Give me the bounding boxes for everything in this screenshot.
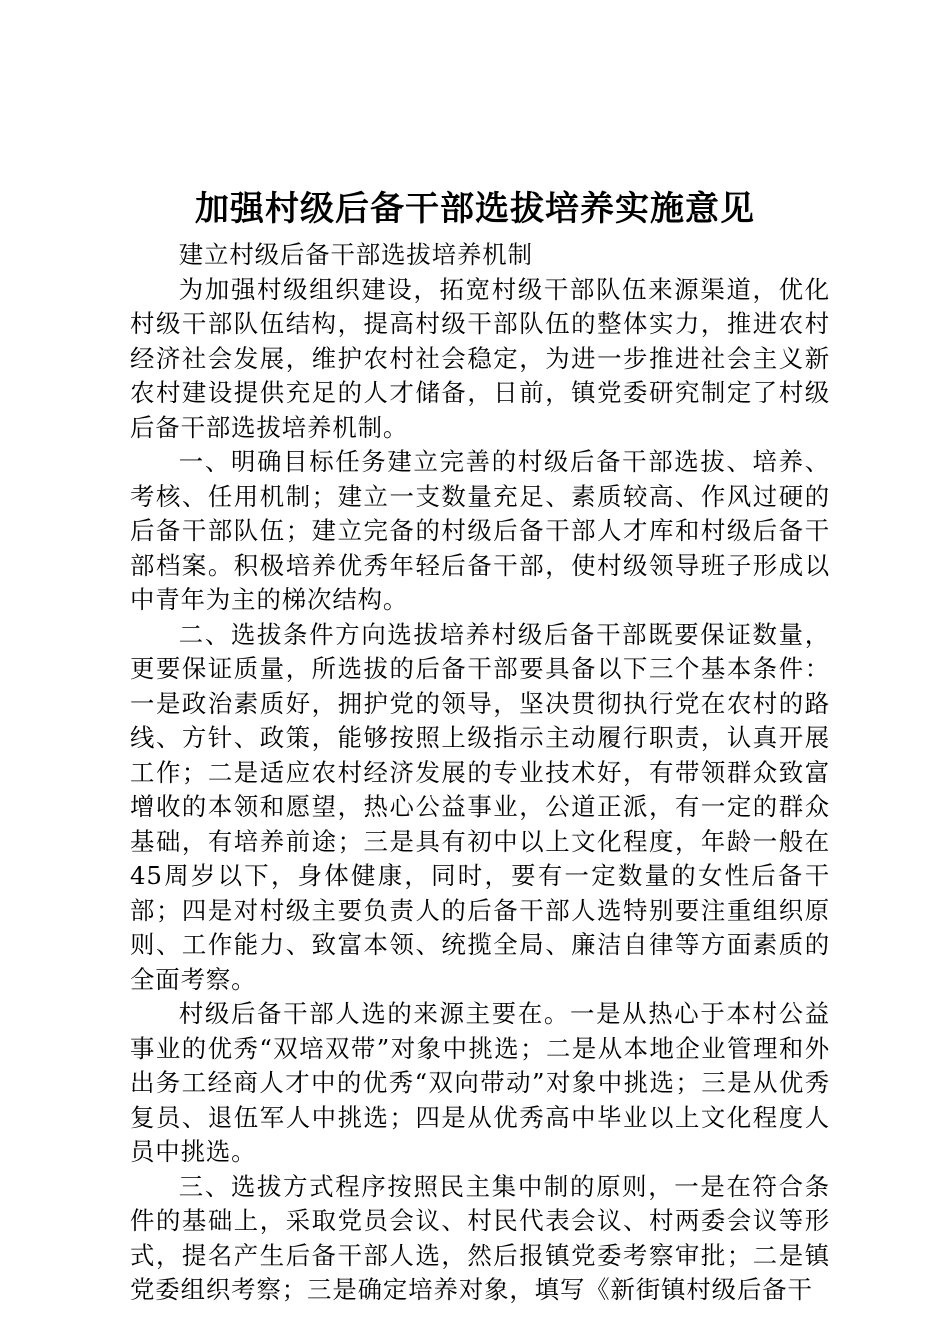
paragraph-section-2: 二、选拔条件方向选拔培养村级后备干部既要保证数量，更要保证质量，所选拔的后备干部要具备以下三个基本条件：一是政治素质好，拥护党的领导，坚决贯彻执行党在农村的路线、方针、政策，能够按照上级指示主动履行职责，认真开展工作；二是适应农村经济发展的专业技术好，有带领群众致富增收的本领和愿望，热心公益事业，公道正派，有一定的群众基础，有培养前途；三是具有初中以上文化程度，年龄一般在45周岁以下，身体健康，同时，要有一定数量的女性后备干部；四是对村级主要负责人的后备干部人选特别要注重组织原则、工作能力、致富本领、统揽全局、廉洁自律等方面素质的全面考察。 xyxy=(130,619,830,994)
document-title: 加强村级后备干部选拔培养实施意见 xyxy=(195,189,755,229)
paragraph-subtitle: 建立村级后备干部选拔培养机制 xyxy=(178,240,533,269)
paragraph-section-3: 三、选拔方式程序按照民主集中制的原则，一是在符合条件的基础上，采取党员会议、村民代表会议、村两委会议等形式，提名产生后备干部人选，然后报镇党委考察审批；二是镇党委组织考察；三是确定培养对象，填写《新街镇村级后备干 xyxy=(130,1171,830,1304)
paragraph-section-1: 一、明确目标任务建立完善的村级后备干部选拔、培养、考核、任用机制；建立一支数量充足、素质较高、作风过硬的后备干部队伍；建立完备的村级后备干部人才库和村级后备干部档案。积极培养优秀年轻后备干部，使村级领导班子形成以中青年为主的梯次结构。 xyxy=(130,447,830,614)
paragraph-intro: 为加强村级组织建设，拓宽村级干部队伍来源渠道，优化村级干部队伍结构，提高村级干部队伍的整体实力，推进农村经济社会发展，维护农村社会稳定，为进一步推进社会主义新农村建设提供充足的人才储备，日前，镇党委研究制定了村级后备干部选拔培养机制。 xyxy=(130,274,830,442)
document-body xyxy=(130,238,830,1308)
paragraph-candidate-sources: 村级后备干部人选的来源主要在。一是从热心于本村公益事业的优秀“双培双带”对象中挑选；二是从本地企业管理和外出务工经商人才中的优秀“双向带动”对象中挑选；三是从优秀复员、退伍军人中挑选；四是从优秀高中毕业以上文化程度人员中挑选。 xyxy=(130,999,830,1166)
